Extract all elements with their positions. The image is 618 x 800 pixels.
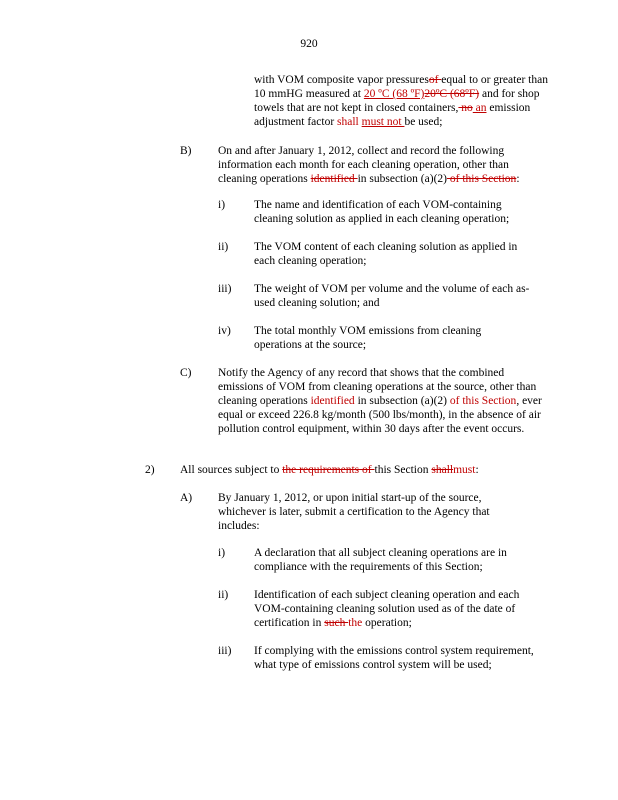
deleted-text: no [458, 102, 473, 114]
list-item-text: The weight of VOM per volume and the volume of each as-used cleaning solution; and [254, 283, 530, 309]
list-item-text: If complying with the emissions control system requirement, what type of emissions control system will be used; [254, 645, 534, 671]
page-number: 920 [300, 38, 318, 50]
section-2-label: 2) [145, 464, 155, 476]
inserted-text: of this Section [449, 395, 517, 407]
deleted-text: identified [310, 173, 358, 185]
list-item-text: The total monthly VOM emissions from cleaning operations at the source; [254, 325, 482, 351]
deleted-text: of [428, 74, 442, 86]
inserted-text: an [472, 102, 487, 114]
inserted-text: the [348, 617, 363, 629]
list-item-label: iv) [218, 325, 231, 337]
continuation-paragraph: with VOM composite vapor pressuresof equal to or greater than 10 mmHG measured at 20 ºC (68 ºF)20ºC (68ºF) and for shop towels that are not kept in closed containers, no an emission adjustment factor shall must not be used; [254, 74, 548, 128]
inserted-text: shall [337, 116, 359, 128]
list-item-label: ii) [218, 241, 229, 253]
list-item-text: The name and identification of each VOM-containing cleaning solution as applied in each cleaning operation; [254, 199, 510, 225]
deleted-text: of this Section [446, 173, 517, 185]
inserted-text: must [453, 464, 476, 476]
list-item-text: The VOM content of each cleaning solution as applied in each cleaning operation; [254, 241, 518, 267]
subsection-a-text: By January 1, 2012, or upon initial start-up of the source, whichever is later, submit a certification to the Agency that includes: [218, 492, 490, 532]
list-item-label: ii) [218, 589, 229, 601]
subsection-b-label: B) [180, 145, 192, 157]
inserted-text: must not [361, 116, 405, 128]
deleted-text: shall [431, 464, 454, 476]
inserted-text: identified [310, 395, 355, 407]
list-item-text: A declaration that all subject cleaning operations are in compliance with the requirements of this Section; [254, 547, 507, 573]
list-item-label: i) [218, 547, 226, 559]
subsection-a-label: A) [180, 492, 193, 504]
subsection-c-text: Notify the Agency of any record that shows that the combined emissions of VOM from cleaning operations at the source, other than cleaning operations identified in subsection (a)(2) of this Section, ever equal or exceed 226.8 kg/month (500 lbs/month), in the absence of air pollution control equipment, within 30 days after the event occurs. [218, 367, 542, 435]
deleted-text: the requirements of [282, 464, 375, 476]
list-item-label: iii) [218, 645, 232, 657]
subsection-c-label: C) [180, 367, 192, 379]
list-item-text: Identification of each subject cleaning operation and each VOM-containing cleaning solution used as of the date of certification in such the operation; [254, 589, 520, 629]
deleted-text: 20ºC (68ºF) [424, 88, 480, 100]
section-2-text: All sources subject to the requirements of this Section shallmust: [180, 464, 479, 476]
deleted-text: such [324, 617, 349, 629]
inserted-text: 20 ºC (68 ºF) [363, 88, 425, 100]
list-item-label: iii) [218, 283, 232, 295]
list-item-label: i) [218, 199, 226, 211]
subsection-b-text: On and after January 1, 2012, collect and record the following information each month for each cleaning operation, other than cleaning operations identified in subsection (a)(2) of this Section: [218, 145, 520, 185]
